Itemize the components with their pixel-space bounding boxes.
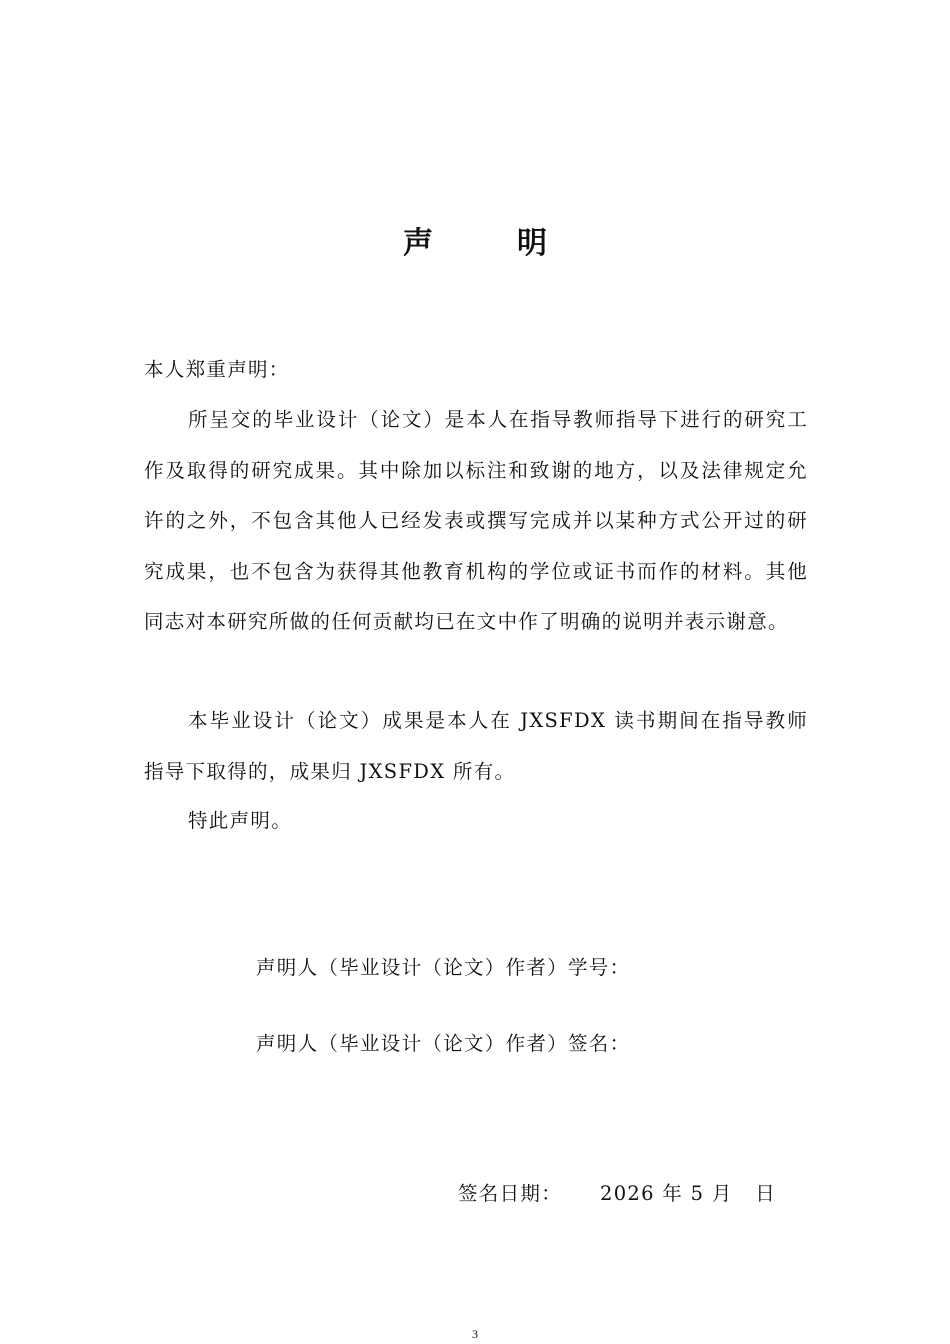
date-year-unit: 年 bbox=[662, 1182, 684, 1205]
signature-date bbox=[458, 1179, 776, 1209]
date-month-unit: 月 bbox=[711, 1182, 733, 1205]
intro-line: 本人郑重声明： bbox=[144, 358, 290, 381]
declaration-paragraph-1: 所呈交的毕业设计（论文）是本人在指导教师指导下进行的研究工作及取得的研究成果。其中除加以标注和致谢的地方，以及法律规定允许的之外，不包含其他人已经发表或撰写完成并以某种方式公开过的研究成果，也不包含为获得其他教育机构的学位或证书而作的材料。其他同志对本研究所做的任何贡献均已在文中作了明确的说明并表示谢意。 bbox=[144, 408, 808, 633]
page-title: 声明 bbox=[403, 226, 631, 261]
date-day-unit: 日 bbox=[755, 1182, 776, 1205]
page-number: 3 bbox=[472, 1327, 478, 1341]
signature-field: 声明人（毕业设计（论文）作者）签名： bbox=[256, 1032, 631, 1055]
date-year: 2026 bbox=[600, 1182, 655, 1205]
date-label: 签名日期： bbox=[458, 1182, 563, 1205]
declaration-closing: 特此声明。 bbox=[188, 809, 293, 832]
date-month: 5 bbox=[690, 1182, 705, 1205]
declaration-paragraph-2: 本毕业设计（论文）成果是本人在 JXSFDX 读书期间在指导教师指导下取得的，成果归 JXSFDX 所有。 bbox=[144, 709, 808, 783]
student-id-field: 声明人（毕业设计（论文）作者）学号： bbox=[256, 956, 631, 979]
